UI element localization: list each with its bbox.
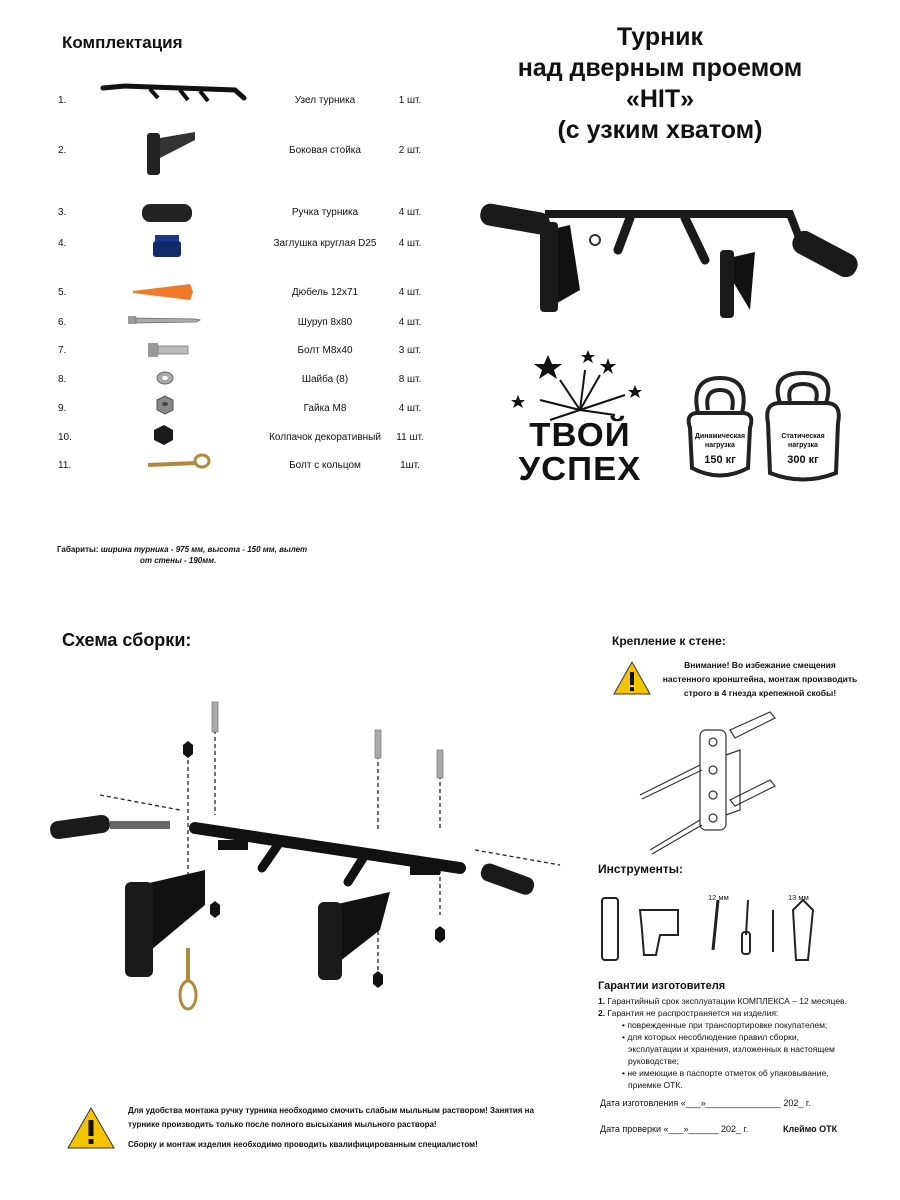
nut-icon: [157, 396, 173, 414]
drill-bit-icon: [713, 900, 718, 950]
title-line2: над дверным проемом: [517, 54, 803, 82]
bottom-warning-line1: Для удобства монтажа ручку турника необходимо смочить слабым мыльным раствором! Занятия на: [128, 1106, 534, 1115]
screw-icon: [128, 316, 200, 324]
bottom-warning-text: [128, 1104, 548, 1152]
round-plug-icon: [153, 235, 181, 257]
decorative-cap-icon: [154, 425, 173, 445]
item-number: 8.: [58, 374, 67, 385]
item-number: 3.: [58, 207, 67, 218]
item-name: Шайба (8): [301, 374, 349, 385]
item-number: 9.: [58, 403, 67, 414]
warranty-b2-line3: руководстве;: [628, 1056, 679, 1066]
screwdriver-icon: [746, 900, 748, 935]
bottom-warning-line3: Сборку и монтаж изделия необходимо проводить квалифицированным специалистом!: [128, 1140, 478, 1149]
item-quantity: 8 шт.: [398, 374, 422, 385]
item-quantity: 4 шт.: [398, 403, 422, 414]
item-number: 2.: [58, 145, 67, 156]
warranty-b1-line1: поврежденные при транспортировке покупателем;: [627, 1020, 828, 1030]
assembly-diagram: [40, 690, 570, 1020]
wall-warning-line2: настенного кронштейна, монтаж производить: [662, 674, 858, 684]
item-number: 11.: [58, 460, 72, 471]
dynamic-load-label2: нагрузка: [705, 442, 735, 449]
static-load-value: 300 кг: [787, 454, 819, 466]
drill-size-label: 12 мм: [708, 893, 729, 902]
item-name: Боковая стойка: [289, 145, 361, 156]
item-quantity: 1 шт.: [398, 95, 422, 106]
item-name: Колпачок декоративный: [269, 432, 381, 443]
warranty-b3-line1: не имеющие в паспорте отметок об упаковывание,: [627, 1068, 829, 1078]
static-load-label1: Статическая: [781, 433, 825, 440]
item-name: Ручка турника: [291, 207, 359, 218]
wall-warning: [660, 658, 860, 700]
eye-bolt-icon: [148, 455, 209, 467]
item-number: 10.: [58, 432, 72, 443]
tools-heading: Инструменты:: [598, 862, 684, 876]
item-quantity: 1шт.: [400, 460, 420, 471]
assembly-heading: Схема сборки:: [62, 630, 192, 650]
warranty-text: 1. Гарантийный срок эксплуатации КОМПЛЕКСА – 12 месяцев. 2. Гарантия не распространяется на изделия: • поврежденные при транспортировке покупателем; • для которых несоблюдение правил сборки, эксплуатации и хранения, изложенных в настоящем руководстве; • не имеющие в паспорте отметок об упаковывание, приемке ОТК.: [598, 995, 878, 1091]
wrench-icon: [793, 900, 813, 960]
dimensions-line2: от стены - 190мм.: [140, 556, 217, 565]
warranty-heading: Гарантии изготовителя: [598, 980, 726, 992]
product-title: [470, 22, 850, 146]
item-number: 5.: [58, 287, 67, 298]
warranty-p1-num: 1.: [598, 996, 606, 1006]
drill-icon: [640, 910, 678, 955]
item-name: Узел турника: [294, 95, 356, 106]
item-quantity: 4 шт.: [398, 287, 422, 298]
item-name: Болт М8х40: [297, 345, 353, 356]
otk-stamp-label: Клеймо ОТК: [783, 1124, 838, 1134]
brand-line2: УСПЕХ: [518, 450, 642, 487]
item-number: 6.: [58, 317, 67, 328]
grip-icon: [142, 204, 192, 222]
pullup-bar-image: [470, 180, 870, 330]
item-quantity: 11 шт.: [396, 432, 424, 443]
wall-warning-line3: строго в 4 гнезда крепежной скобы!: [683, 688, 837, 698]
manufacture-date: Дата изготовления «___»_______________ 202_ г.: [600, 1098, 811, 1108]
item-number: 4.: [58, 238, 67, 249]
item-quantity: 3 шт.: [398, 345, 422, 356]
bottom-warning-icon: [66, 1106, 116, 1150]
dimensions-line1: ширина турника - 975 мм, высота - 150 мм, вылет: [100, 545, 308, 554]
level-tool-icon: [602, 898, 618, 960]
warranty-b3-line2: приемке ОТК.: [628, 1080, 683, 1090]
warranty-b2-line1: для которых несоблюдение правил сборки,: [627, 1032, 799, 1042]
item-name: Заглушка круглая D25: [273, 238, 377, 249]
side-bracket-icon: [147, 132, 195, 175]
wall-mount-heading: Крепление к стене:: [612, 634, 726, 648]
item-quantity: 4 шт.: [398, 238, 422, 249]
bar-assembly-icon: [103, 86, 244, 101]
brand-line1: ТВОЙ: [529, 416, 631, 453]
warranty-p2-num: 2.: [598, 1008, 606, 1018]
item-quantity: 4 шт.: [398, 207, 422, 218]
warranty-p2: Гарантия не распространяется на изделия:: [607, 1008, 779, 1018]
item-name: Шуруп 8х80: [297, 317, 353, 328]
parts-illustrations: [0, 80, 470, 480]
item-number: 7.: [58, 345, 67, 356]
warranty-b2-line2: эксплуатации и хранения, изложенных в настоящем: [628, 1044, 835, 1054]
title-line1: Турник: [616, 23, 704, 51]
static-load: [763, 432, 843, 465]
dimensions-label: Габариты:: [57, 545, 99, 554]
bottom-warning-line2: турнике производить только после полного высыхания мыльного раствора!: [128, 1120, 437, 1129]
item-name: Болт с кольцом: [289, 460, 361, 471]
static-load-label2: нагрузка: [788, 442, 818, 449]
contents-heading: Комплектация: [62, 33, 183, 52]
washer-icon: [157, 372, 173, 384]
title-line4: (с узким хватом): [557, 116, 763, 144]
dynamic-load-value: 150 кг: [704, 454, 736, 466]
wrench-size-label: 13 мм: [788, 893, 809, 902]
dowel-icon: [133, 284, 193, 300]
dynamic-load-label1: Динамическая: [694, 433, 746, 440]
item-name: Гайка М8: [303, 403, 347, 414]
warranty-p1: Гарантийный срок эксплуатации КОМПЛЕКСА – 12 месяцев.: [607, 996, 847, 1006]
dynamic-load: [680, 432, 760, 465]
item-number: 1.: [58, 95, 67, 106]
title-line3: «HIT»: [625, 85, 695, 113]
warning-icon: [612, 660, 652, 696]
item-quantity: 2 шт.: [398, 145, 422, 156]
wall-mount-diagram: [630, 700, 790, 860]
bolt-icon: [148, 343, 188, 357]
check-date: Дата проверки «___»______ 202_ г.: [600, 1124, 749, 1134]
item-quantity: 4 шт.: [398, 317, 422, 328]
wall-warning-line1: Внимание! Во избежание смещения: [684, 660, 836, 670]
kettlebells-icon: [680, 368, 860, 488]
item-name: Дюбель 12х71: [291, 287, 359, 298]
brand-logo-text: [507, 418, 654, 486]
